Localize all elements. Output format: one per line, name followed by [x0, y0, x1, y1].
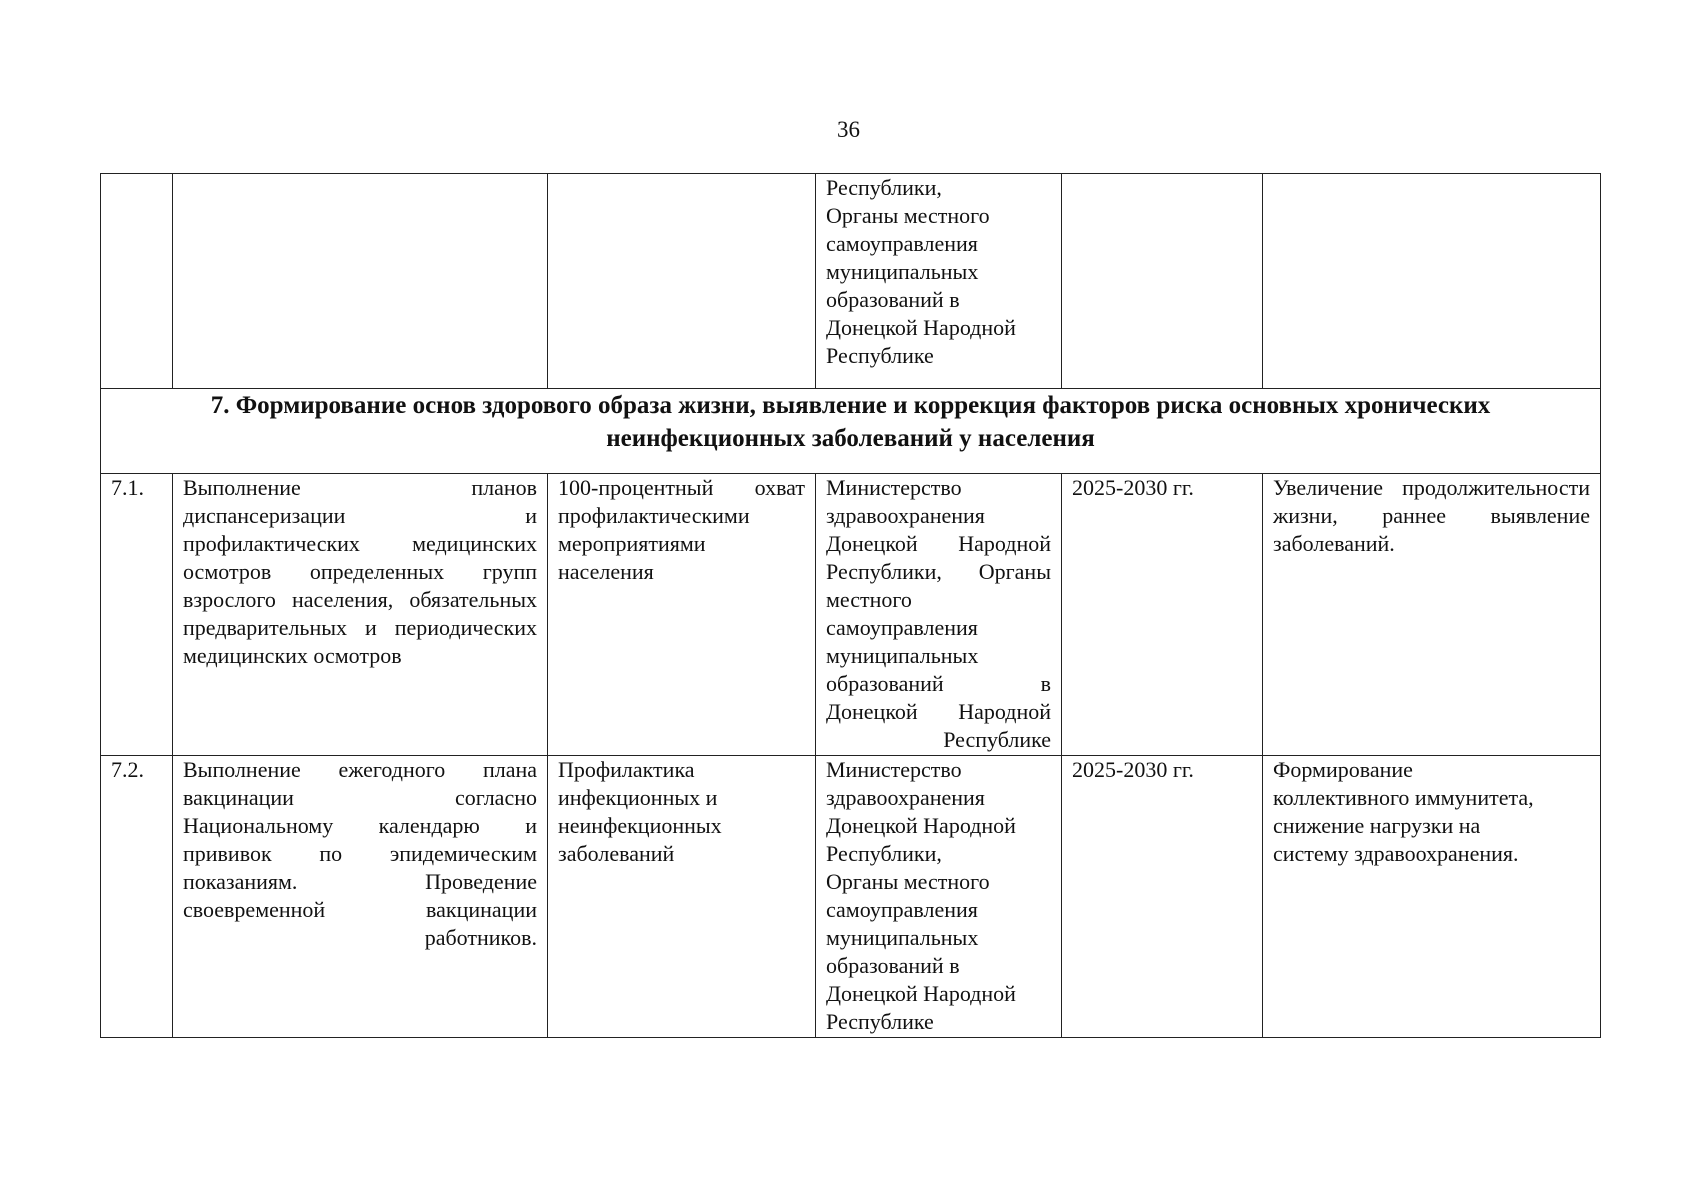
cell-indicator: Профилактика инфекционных и неинфекционных заболеваний [548, 756, 816, 1038]
cell-responsible: Республики, Органы местного самоуправления муниципальных образований в Донецкой Народной Республике [816, 174, 1062, 389]
cell-period [1062, 174, 1263, 389]
section-heading: 7. Формирование основ здорового образа жизни, выявление и коррекция факторов риска основных хронических неинфекционных заболеваний у населения [101, 389, 1601, 474]
continuation-row [101, 174, 1601, 389]
cell-result: Формирование коллективного иммунитета, снижение нагрузки на систему здравоохранения. [1263, 756, 1601, 1038]
cell-responsible: Министерство здравоохранения Донецкой Народной Республики, Органы местного самоуправления муниципальных образований в Донецкой Народной Республике [816, 756, 1062, 1038]
table-row [101, 474, 1601, 756]
cell-result: Увеличение продолжительности жизни, раннее выявление заболеваний. [1263, 474, 1601, 756]
cell-number: 7.1. [101, 474, 173, 756]
action-plan-table [100, 173, 1601, 1038]
cell-period: 2025-2030 гг. [1062, 756, 1263, 1038]
table-row [101, 756, 1601, 1038]
cell-indicator [548, 174, 816, 389]
cell-activity [173, 174, 548, 389]
cell-result [1263, 174, 1601, 389]
cell-activity: Выполнение ежегодного плана вакцинации согласно Национальному календарю и прививок по эпидемическим показаниям. Проведение своевременной вакцинации работников. [173, 756, 548, 1038]
cell-indicator: 100-процентный охват профилактическими мероприятиями населения [548, 474, 816, 756]
page-number: 36 [837, 117, 860, 142]
cell-number [101, 174, 173, 389]
cell-responsible: Министерство здравоохранения Донецкой Народной Республики, Органы местного самоуправления муниципальных образований в Донецкой Народной Республике [816, 474, 1062, 756]
section-heading-row [101, 389, 1601, 474]
cell-number: 7.2. [101, 756, 173, 1038]
cell-activity: Выполнение планов диспансеризации и профилактических медицинских осмотров определенных групп взрослого населения, обязательных предварительных и периодических медицинских осмотров [173, 474, 548, 756]
cell-period: 2025-2030 гг. [1062, 474, 1263, 756]
